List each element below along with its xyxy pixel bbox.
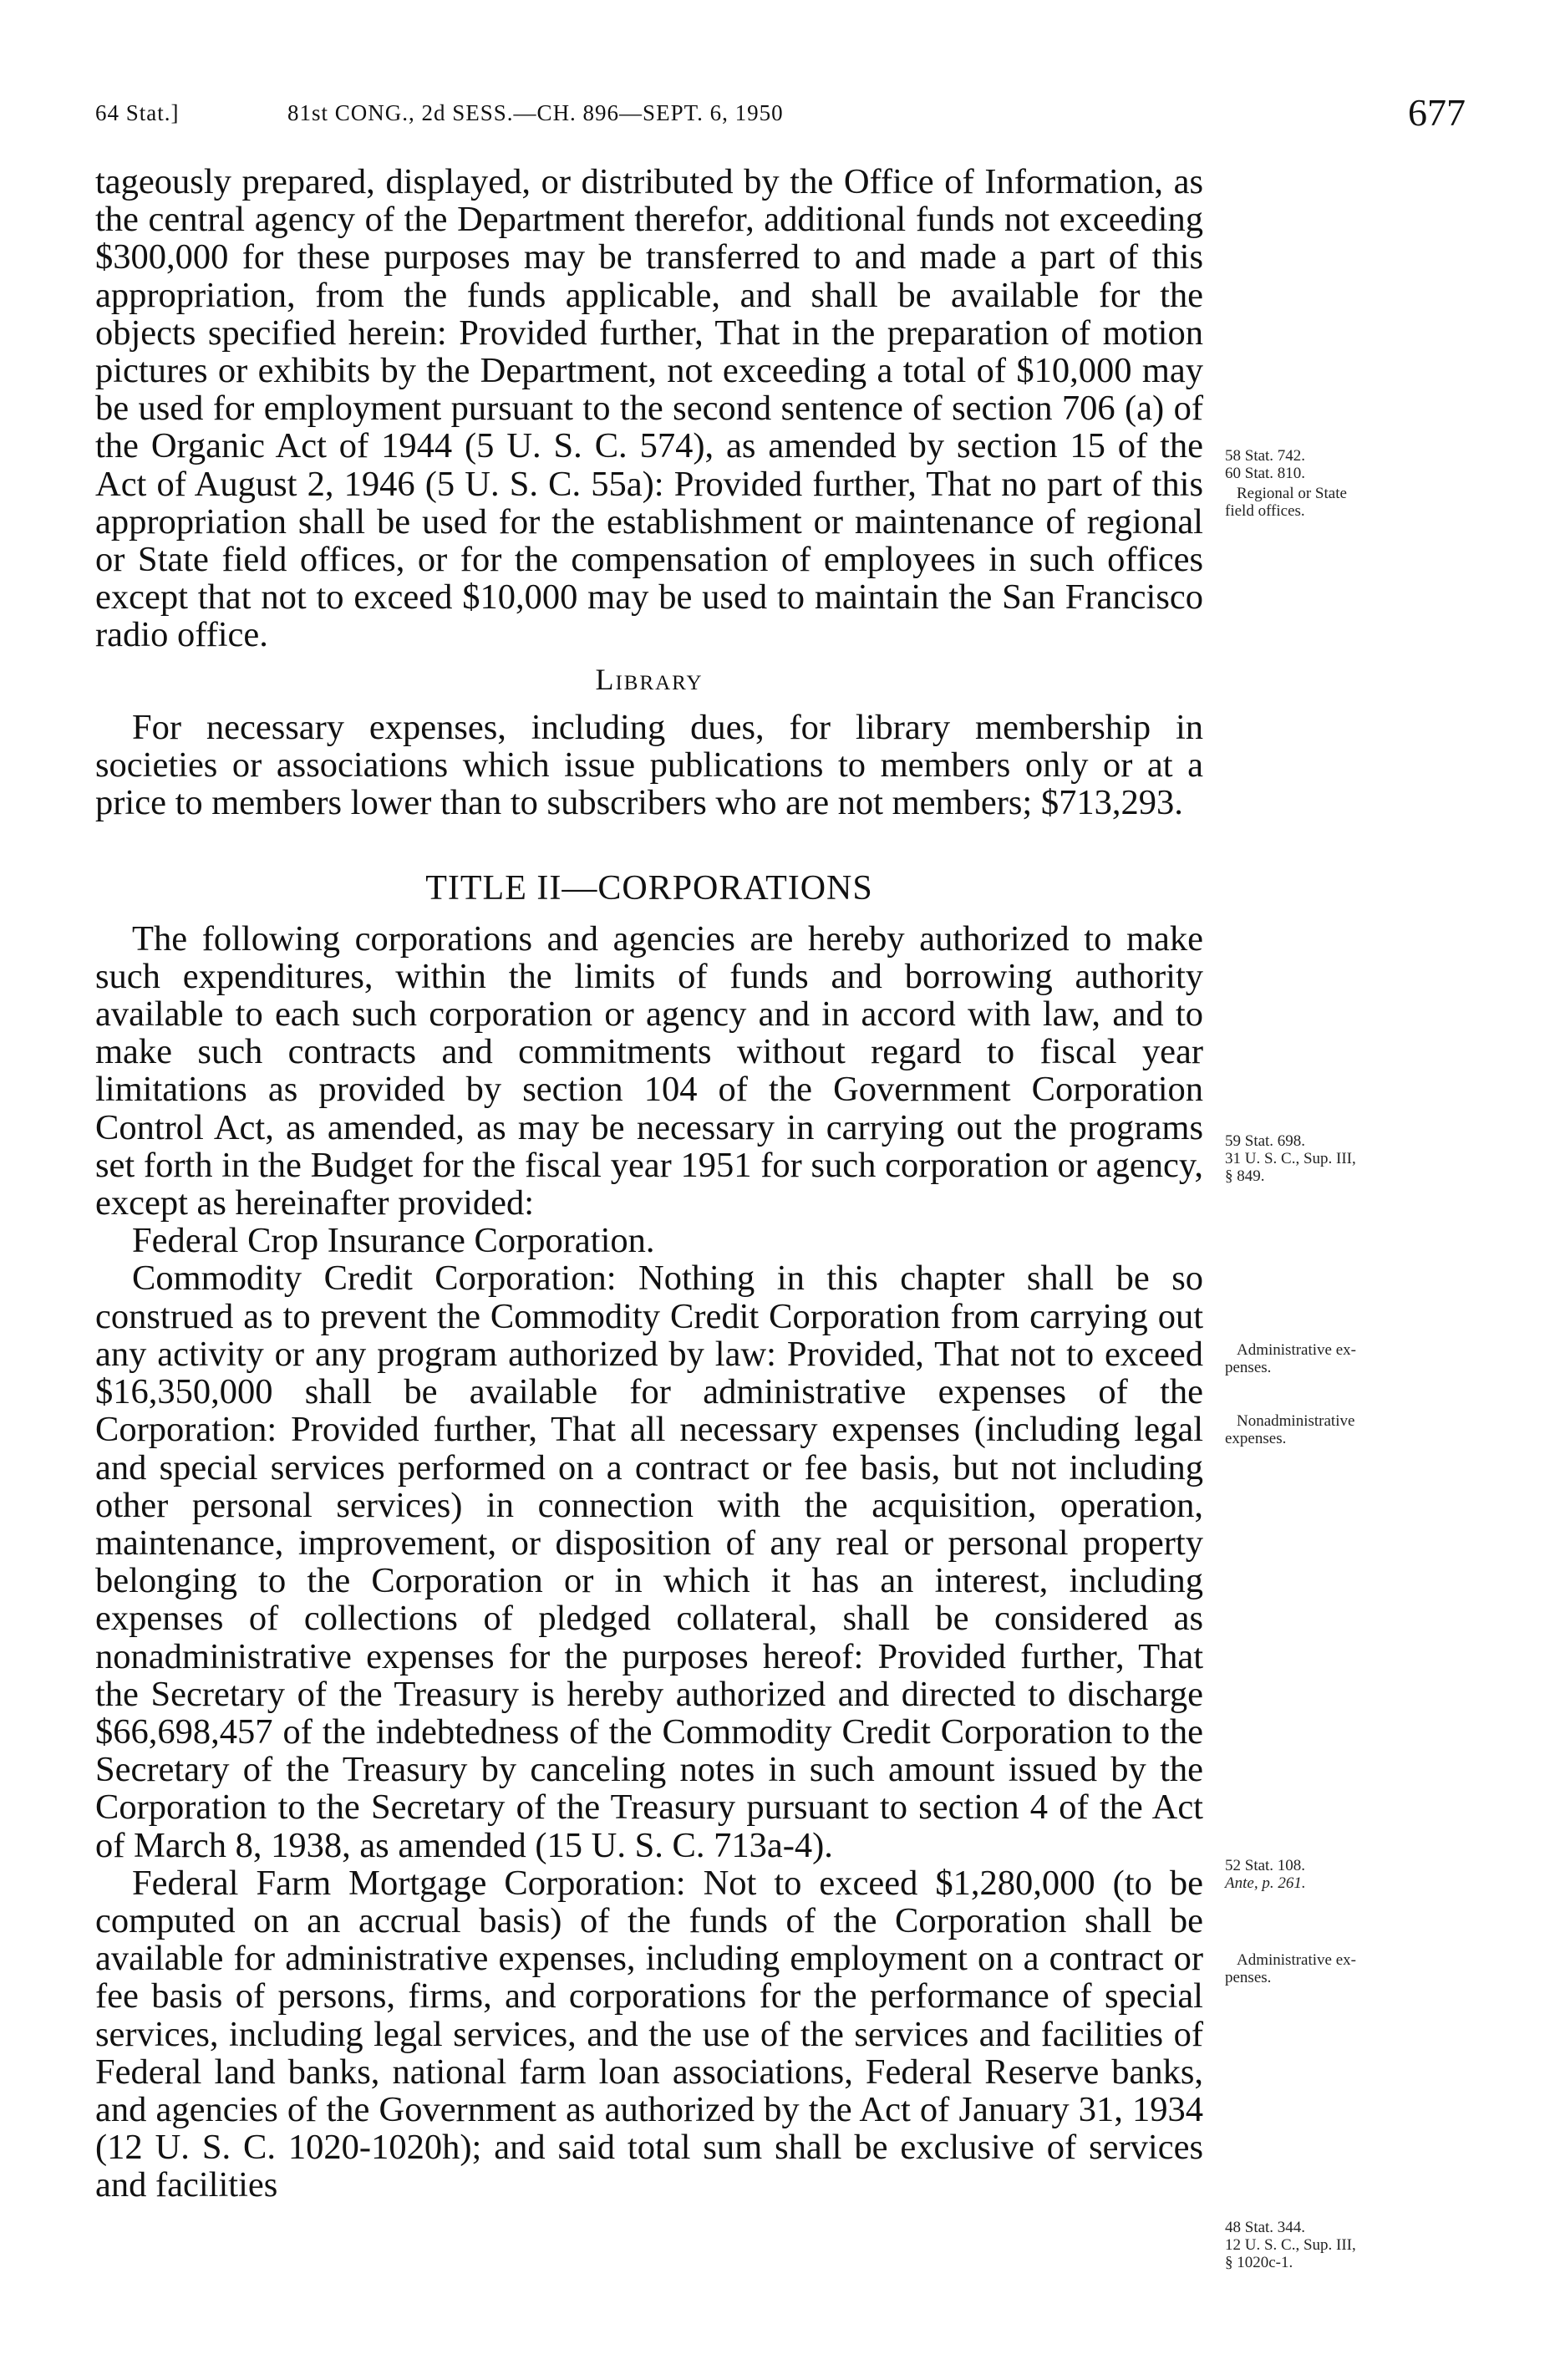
body-text bbox=[95, 163, 1203, 2205]
session-chapter-date: 81st CONG., 2d SESS.—CH. 896—SEPT. 6, 1950 bbox=[287, 100, 784, 125]
paragraph-corporations-intro: The following corporations and agencies are hereby authorized to make such expenditures, within the limits of funds and borrowing authority available to each such corporation or agency and in accord with law, and to make such contracts and commitments without regard to fiscal year limitations as provided by section 104 of the Government Corporation Control Act, as amended, as may be necessary in carrying out the programs set forth in the Budget for the fiscal year 1951 for such corporation or agency, except as hereinafter provided: bbox=[95, 918, 1203, 1223]
margin-note-citation: 52 Stat. 108. Ante, p. 261. bbox=[1225, 1857, 1306, 1892]
page-header bbox=[95, 92, 1466, 142]
library-heading: Library bbox=[595, 662, 704, 696]
margin-note-citation: 59 Stat. 698. 31 U. S. C., Sup. III, § 849. bbox=[1225, 1132, 1356, 1185]
margin-note-citation: 58 Stat. 742. 60 Stat. 810. bbox=[1225, 447, 1306, 482]
margin-note-administrative-expenses: Administrative ex- penses. bbox=[1225, 1341, 1356, 1376]
margin-note-regional-offices: Regional or State field offices. bbox=[1225, 485, 1347, 520]
paragraph-information-office: tageously prepared, displayed, or distributed by the Office of Information, as the central agency of the Department therefor, additional funds not exceeding $300,000 for these purposes may be transferred to and made a part of this appropriation, from the funds applicable, and shall be available for the objects specified herein: Provided further, That in the preparation of motion pictures or exhibits by the Department, not exceeding a total of $10,000 may be used for employment pursuant to the second sentence of section 706 (a) of the Organic Act of 1944 (5 U. S. C. 574), as amended by section 15 of the Act of August 2, 1946 (5 U. S. C. 55a): Provided further, That no part of this appropriation shall be used for the establishment or maintenance of regional or State field offices, or for the compensation of employees in such offices except that not to exceed $10,000 may be used to maintain the San Francisco radio office. bbox=[95, 162, 1203, 655]
margin-note-nonadministrative-expenses: Nonadministrative expenses. bbox=[1225, 1412, 1355, 1447]
paragraph-library: For necessary expenses, including dues, for library membership in societies or associations which issue publications to members only or at a price to members lower than to subscribers who are not members; $713,293. bbox=[95, 707, 1203, 823]
margin-note-administrative-expenses: Administrative ex- penses. bbox=[1225, 1951, 1356, 1986]
paragraph-farm-mortgage: Federal Farm Mortgage Corporation: Not to exceed $1,280,000 (to be computed on an accrual basis) of the funds of the Corporation shall be available for administrative expenses, including employment on a contract or fee basis of persons, firms, and corporations for the performance of special services, including legal services, and the use of the services and facilities of Federal land banks, national farm loan associations, Federal Reserve banks, and agencies of the Government as authorized by the Act of January 31, 1934 (12 U. S. C. 1020-1020h); and said total sum shall be exclusive of services and facilities bbox=[95, 1863, 1203, 2205]
page-number: 677 bbox=[1408, 91, 1466, 134]
paragraph-crop-insurance: Federal Crop Insurance Corporation. bbox=[132, 1221, 655, 1261]
margin-note-citation: 48 Stat. 344. 12 U. S. C., Sup. III, § 1020c-1. bbox=[1225, 2219, 1356, 2271]
title-ii-heading: TITLE II—CORPORATIONS bbox=[425, 869, 873, 908]
volume-citation: 64 Stat.] bbox=[95, 100, 180, 125]
paragraph-commodity-credit: Commodity Credit Corporation: Nothing in this chapter shall be so construed as to prevent the Commodity Credit Corporation from carrying out any activity or any program authorized by law: Provided, That not to exceed $16,350,000 shall be available for administrative expenses of the Corporation: Provided further, That all necessary expenses (including legal and special services performed on a contract or fee basis, but not including other personal services) in connection with the acquisition, operation, maintenance, improvement, or disposition of any real or personal property belonging to the Corporation or in which it has an interest, including expenses of collections of pledged collateral, shall be considered as nonadministrative expenses for the purposes hereof: Provided further, That the Secretary of the Treasury is hereby authorized and directed to discharge $66,698,457 of the indebtedness of the Commodity Credit Corporation to the Secretary of the Treasury by canceling notes in such amount issued by the Corporation to the Secretary of the Treasury pursuant to section 4 of the Act of March 8, 1938, as amended (15 U. S. C. 713a-4). bbox=[95, 1259, 1203, 1865]
